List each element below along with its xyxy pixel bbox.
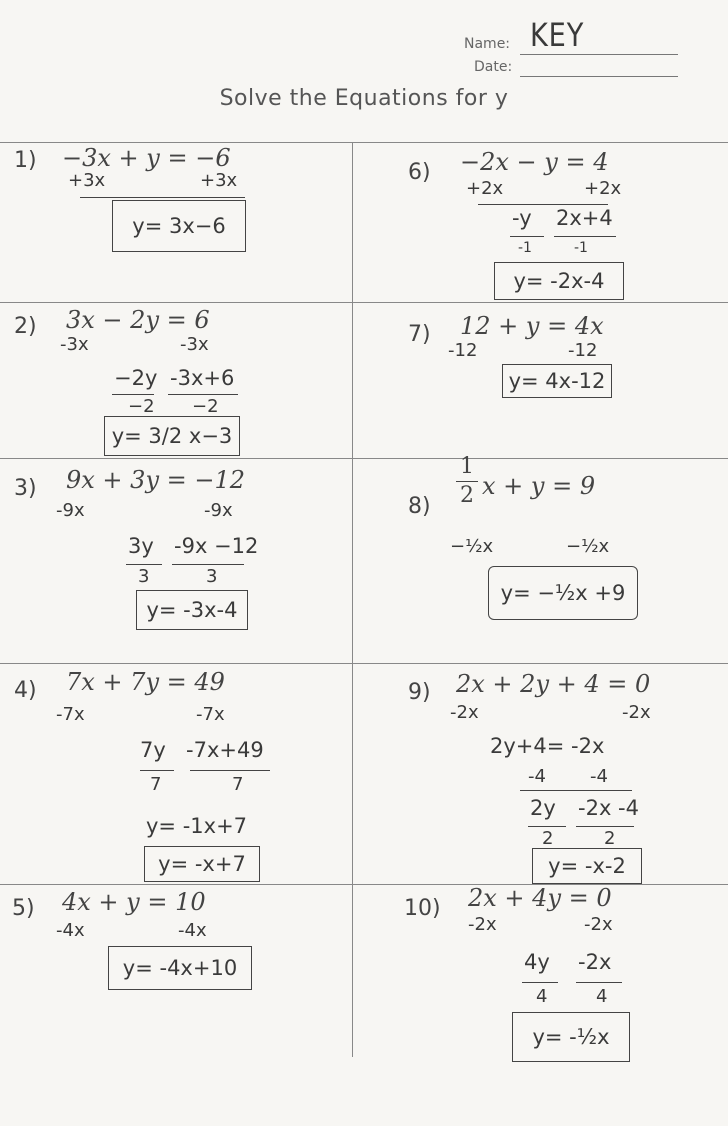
work-step: -7x: [56, 704, 85, 725]
work-step: -3x: [60, 334, 89, 355]
equation: 12 + y = 4x: [460, 312, 604, 340]
equation: 2x + 4y = 0: [468, 884, 612, 912]
work-step: 7y: [140, 738, 166, 762]
work-step: 4: [536, 986, 548, 1007]
work-step: -12: [568, 340, 598, 361]
fraction-bar: [126, 564, 162, 565]
problem-number: 4): [14, 678, 37, 703]
date-label: Date:: [474, 59, 513, 75]
work-step: -y: [512, 206, 532, 230]
equation: 7x + 7y = 49: [66, 668, 225, 696]
answer-box: y= -4x+10: [108, 946, 252, 990]
equation: x + y = 9: [482, 472, 596, 500]
fraction-bar: [576, 826, 634, 827]
work-step: 7: [232, 774, 244, 795]
work-step: -4x: [178, 920, 207, 941]
work-step: -2x: [622, 702, 651, 723]
problem-number: 6): [408, 160, 431, 185]
work-step: -7x+49: [186, 738, 264, 762]
work-step: 2: [542, 828, 554, 849]
fraction-bar: [456, 481, 478, 482]
answer-box: y= -2x-4: [494, 262, 624, 300]
date-line: [520, 76, 678, 77]
work-step: 3: [206, 566, 218, 587]
work-step: -3x: [180, 334, 209, 355]
equation: 4x + y = 10: [62, 888, 206, 916]
fraction-bar: [140, 770, 174, 771]
work-step: 4: [596, 986, 608, 1007]
work-step: −2: [192, 396, 219, 417]
work-step: -3x+6: [170, 366, 235, 390]
work-step: -12: [448, 340, 478, 361]
answer-box: y= 3/2 x−3: [104, 416, 240, 456]
work-step: -1: [518, 240, 532, 256]
work-step: -2x: [584, 914, 613, 935]
equation: −3x + y = −6: [62, 144, 231, 172]
equation: 9x + 3y = −12: [66, 466, 246, 494]
work-step: -9x: [56, 500, 85, 521]
problem-number: 10): [404, 896, 441, 921]
equation: −2x − y = 4: [460, 148, 609, 176]
work-step: −2: [128, 396, 155, 417]
fraction-bar: [510, 236, 544, 237]
problem-number: 2): [14, 314, 37, 339]
work-step: −½x: [450, 536, 494, 557]
problem-number: 9): [408, 680, 431, 705]
work-step: -4x: [56, 920, 85, 941]
column-divider: [352, 142, 353, 1057]
answer-box: y= -3x-4: [136, 590, 248, 630]
work-step: -7x: [196, 704, 225, 725]
fraction-denominator: 2: [460, 483, 474, 508]
fraction-bar: [168, 394, 238, 395]
fraction-bar: [112, 394, 154, 395]
work-step: 3: [138, 566, 150, 587]
problem-number: 7): [408, 322, 431, 347]
work-step: 2: [604, 828, 616, 849]
name-label: Name:: [464, 36, 511, 52]
fraction-bar: [576, 982, 622, 983]
work-step: -4: [590, 766, 608, 787]
work-step: +2x: [466, 178, 504, 199]
divider: [0, 142, 728, 143]
divider: [0, 302, 728, 303]
work-step: +3x: [200, 170, 238, 191]
underline: [80, 197, 245, 198]
divider: [0, 663, 728, 664]
answer-box: y= 3x−6: [112, 200, 246, 252]
fraction-bar: [172, 564, 244, 565]
work-step: 2y: [530, 796, 556, 820]
fraction-bar: [528, 826, 566, 827]
underline: [520, 790, 632, 791]
fraction-bar: [554, 236, 616, 237]
problem-number: 8): [408, 494, 431, 519]
work-step: 7: [150, 774, 162, 795]
problem-number: 3): [14, 476, 37, 501]
divider: [0, 458, 728, 459]
work-step: 2y+4= -2x: [490, 734, 605, 758]
equation: 3x − 2y = 6: [66, 306, 210, 334]
work-step: -2x: [578, 950, 612, 974]
equation-fraction: [456, 456, 478, 507]
work-step: -2x: [468, 914, 497, 935]
name-line: [520, 54, 678, 55]
problem-number: 1): [14, 148, 37, 173]
answer-box: y= -x+7: [144, 846, 260, 882]
work-step: -2x -4: [578, 796, 639, 820]
work-step: +2x: [584, 178, 622, 199]
answer-box: y= -½x: [512, 1012, 630, 1062]
work-step: -9x −12: [174, 534, 259, 558]
name-value: KEY: [530, 16, 585, 54]
work-step: -4: [528, 766, 546, 787]
work-step: −½x: [566, 536, 610, 557]
divider: [0, 884, 728, 885]
work-step: 4y: [524, 950, 550, 974]
work-step: y= -1x+7: [146, 814, 248, 838]
fraction-bar: [522, 982, 558, 983]
work-step: -1: [574, 240, 588, 256]
answer-box: y= -x-2: [532, 848, 642, 884]
work-step: +3x: [68, 170, 106, 191]
work-step: 3y: [128, 534, 154, 558]
fraction-numerator: 1: [460, 454, 474, 479]
work-step: -9x: [204, 500, 233, 521]
problem-number: 5): [12, 896, 35, 921]
page-title: Solve the Equations for y: [219, 86, 509, 111]
underline: [478, 204, 608, 205]
answer-box: y= 4x-12: [502, 364, 612, 398]
work-step: -2x: [450, 702, 479, 723]
work-step: 2x+4: [556, 206, 613, 230]
equation: 2x + 2y + 4 = 0: [456, 670, 651, 698]
fraction-bar: [190, 770, 270, 771]
work-step: −2y: [114, 366, 158, 390]
answer-box: y= −½x +9: [488, 566, 638, 620]
